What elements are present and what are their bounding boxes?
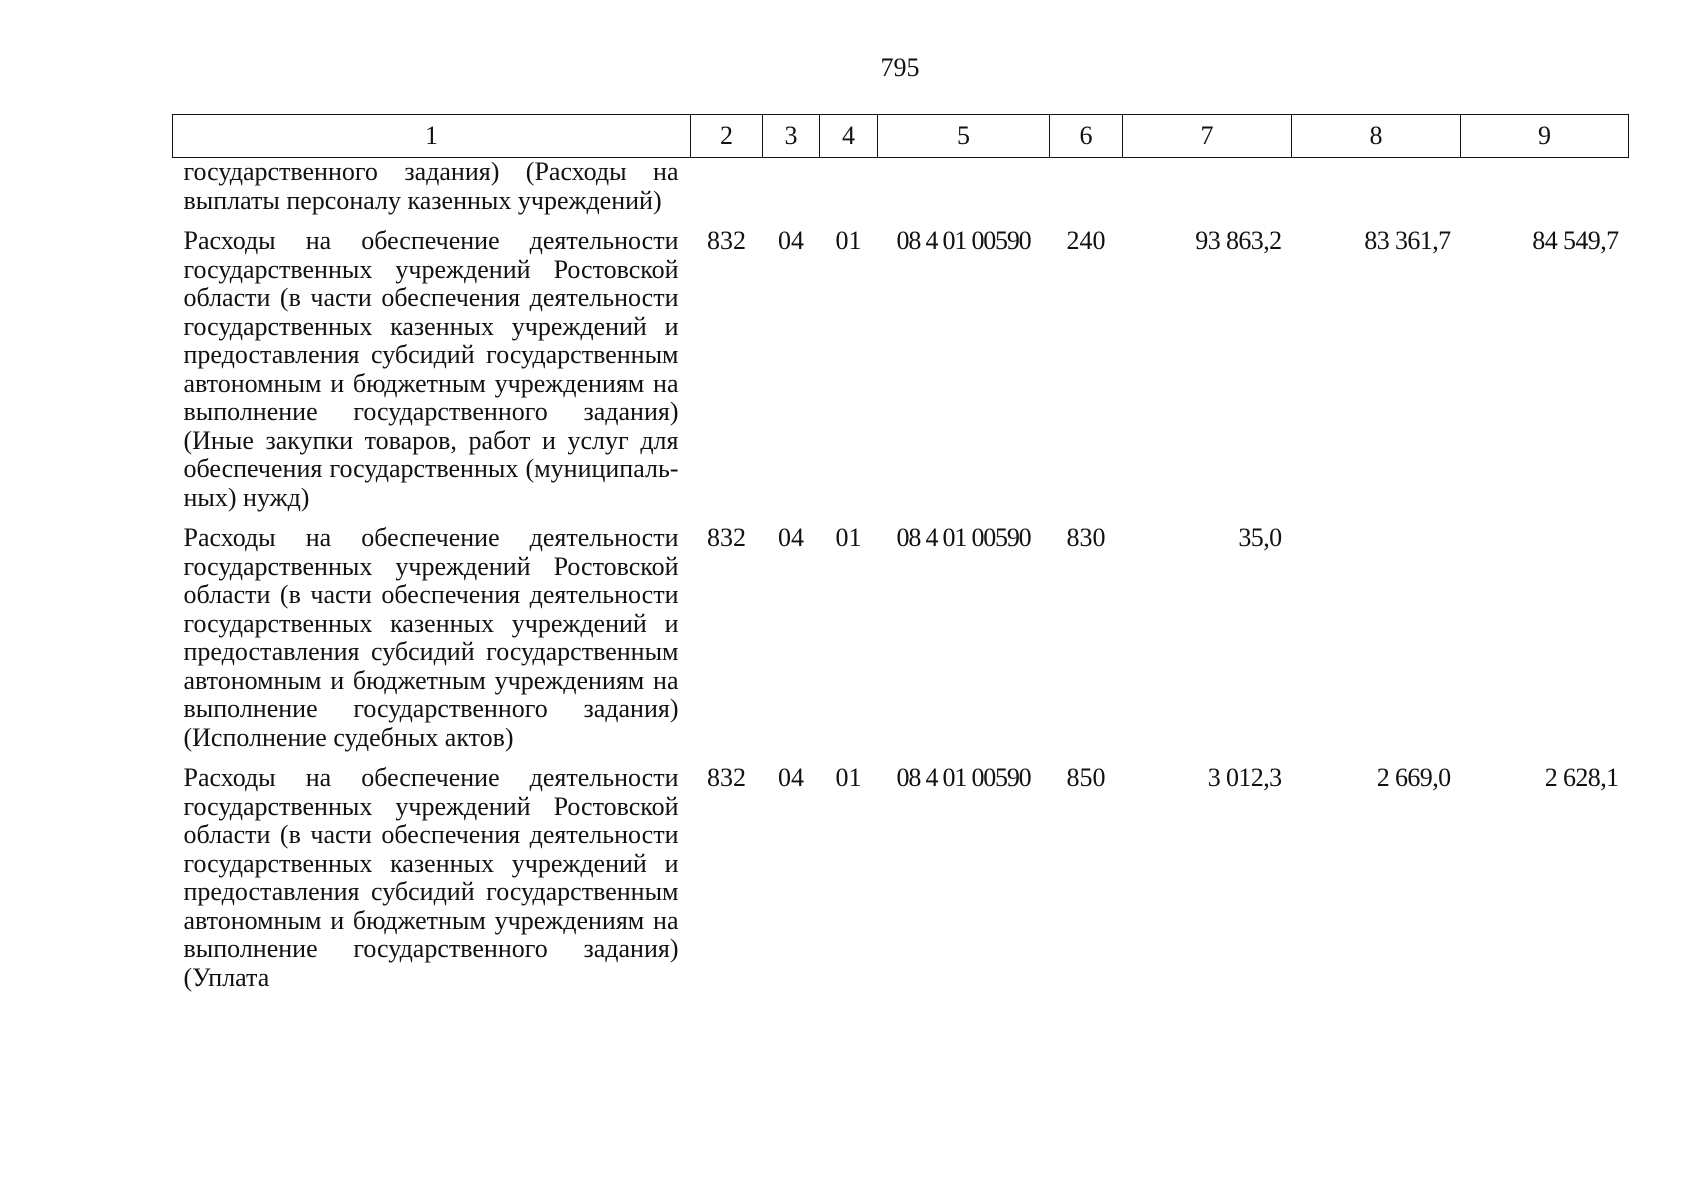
header-col-8: 8 [1292,115,1461,158]
header-col-6: 6 [1050,115,1123,158]
row-section-code: 04 [778,226,804,255]
row-amount-col7: 93 863,2 [1195,226,1282,255]
row-description: Расходы на обеспечение деятельности государственных учреждений Ростовской области (в части обеспечения деятельности государственных казенных учреждений и предоставления субсидий государственным автономным и бюджетным учреждениям на выполнение государственного задания) (Иные закупки товаров, работ и услуг для обеспечения государственных (муниципальных) нужд) [183,226,679,512]
row-ministry-code: 832 [707,763,746,792]
row-amount-col8: 83 361,7 [1364,226,1451,255]
header-col-7: 7 [1123,115,1292,158]
header-col-4: 4 [820,115,878,158]
row-subsection-code: 01 [835,763,862,792]
row-expense-type: 240 [1066,226,1106,255]
row-expense-type [1050,158,1123,216]
row-amount-col9 [1461,158,1629,216]
table-row [173,215,1629,512]
table-row [173,512,1629,752]
row-amount-col8 [1292,512,1461,752]
row-amount-col8 [1292,158,1461,216]
header-col-3: 3 [763,115,820,158]
row-description: Расходы на обеспечение деятельности государственных учреждений Ростовской области (в части обеспечения деятельности государственных казенных учреждений и предоставления субсидий государственным автономным и бюджетным учреждениям на выполнение государственного задания) (Исполнение судебных актов) [183,523,679,752]
row-expense-type: 830 [1066,523,1106,552]
row-target-code: 08 4 01 00590 [896,763,1031,792]
header-col-2: 2 [691,115,763,158]
table-row [173,158,1629,216]
row-target-code [878,158,1050,216]
row-ministry-code: 832 [707,523,746,552]
row-amount-col8: 2 669,0 [1376,763,1451,792]
header-col-1: 1 [173,115,691,158]
row-amount-col9 [1461,512,1629,752]
row-description: государственного задания) (Расходы на выплаты персоналу казенных учреждений) [183,157,679,215]
budget-table [172,114,1629,992]
row-amount-col9: 2 628,1 [1544,763,1619,792]
row-amount-col7 [1123,158,1292,216]
table-body [173,158,1629,993]
row-ministry-code [691,158,763,216]
row-section-code: 04 [778,763,804,792]
page-number: 795 [880,53,920,82]
row-amount-col7: 3 012,3 [1207,763,1282,792]
row-amount-col7: 35,0 [1238,523,1282,552]
row-expense-type: 850 [1066,763,1106,792]
header-col-5: 5 [878,115,1050,158]
row-target-code: 08 4 01 00590 [896,226,1031,255]
row-subsection-code: 01 [835,523,862,552]
header-row [173,115,1629,158]
row-amount-col9: 84 549,7 [1532,226,1619,255]
row-section-code: 04 [778,523,804,552]
row-subsection-code [820,158,878,216]
row-section-code [763,158,820,216]
table-header [173,115,1629,158]
row-description: Расходы на обеспечение деятельности государственных учреждений Ростовской области (в части обеспечения деятельности государственных казенных учреждений и предоставления субсидий государственным автономным и бюджетным учреждениям на выполнение государственного задания) (Уплата [183,763,679,992]
row-subsection-code: 01 [835,226,862,255]
row-target-code: 08 4 01 00590 [896,523,1031,552]
row-ministry-code: 832 [707,226,746,255]
table-row [173,752,1629,992]
header-col-9: 9 [1461,115,1629,158]
